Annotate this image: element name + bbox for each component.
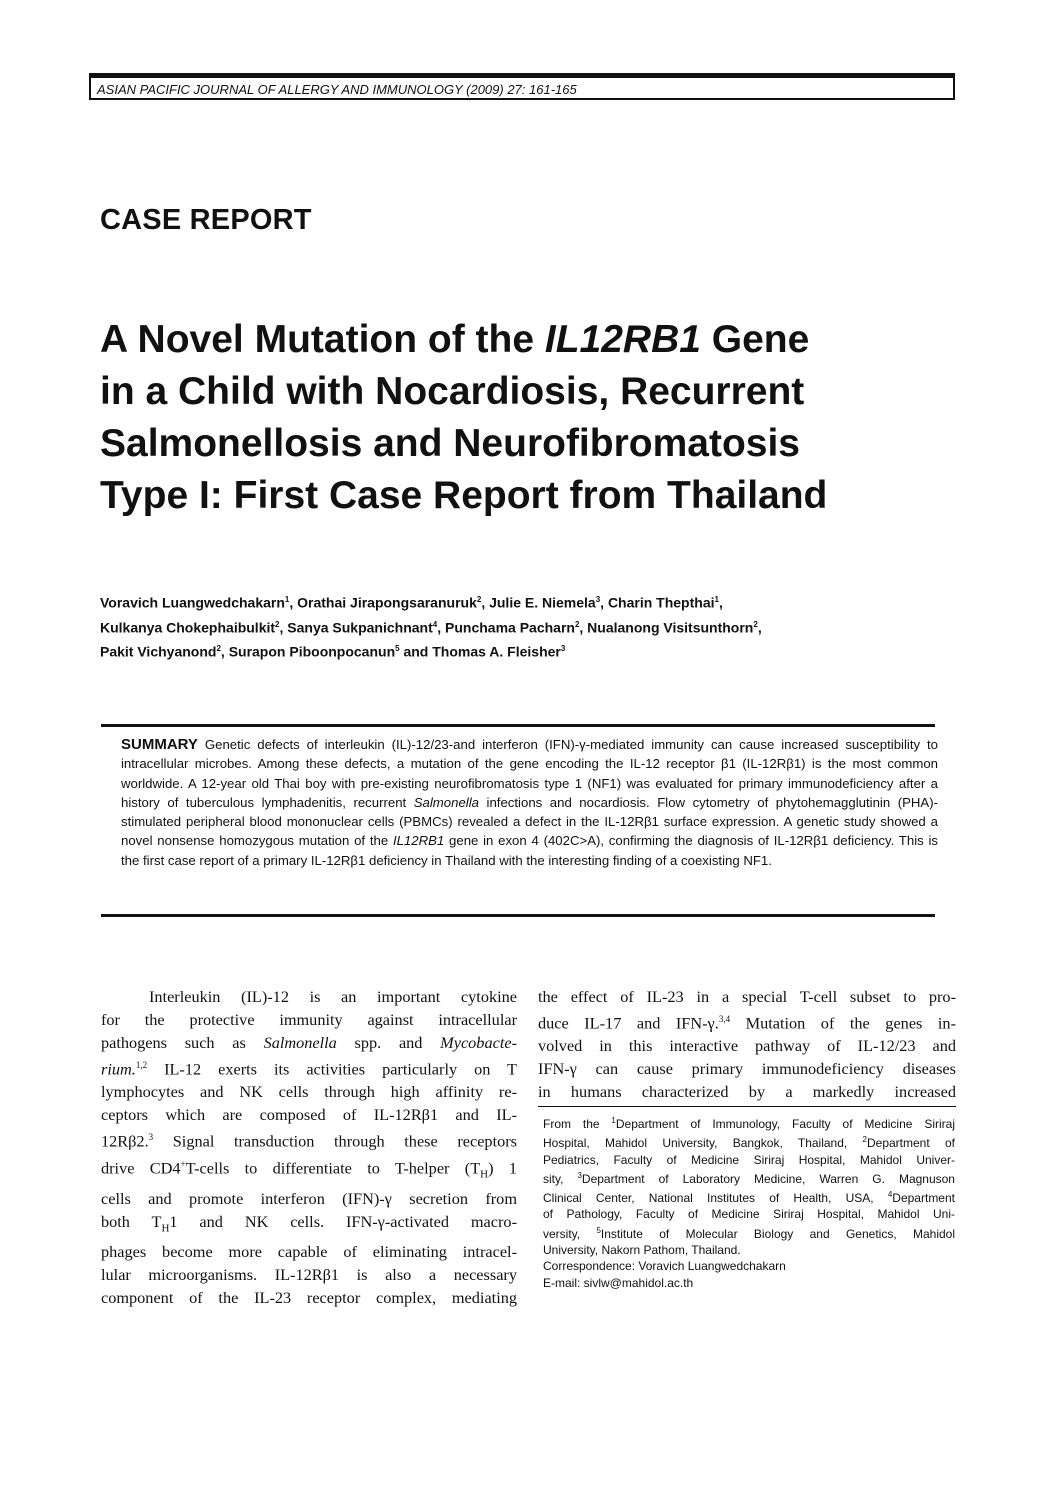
author-separator: ,: [279, 619, 288, 636]
footnote-rule: [538, 1106, 956, 1107]
author-separator: ,: [579, 619, 588, 636]
affiliation-marker: 5: [596, 1225, 601, 1235]
footnote-text: Department: [892, 1191, 955, 1206]
author-name: Thomas A. Fleisher: [432, 643, 561, 660]
body-line: lymphocytes and NK cells through high affinity re-: [101, 1082, 517, 1102]
body-line: volved in this interactive pathway of IL-12/23 and: [538, 1036, 956, 1056]
body-line: Interleukin (IL)-12 is an important cytokine: [149, 987, 517, 1006]
author-affiliation: 3: [595, 595, 601, 604]
body-text: drive CD4: [101, 1158, 181, 1178]
footnote-text: From the: [543, 1117, 612, 1131]
footnote-text: versity,: [543, 1226, 597, 1241]
body-line: [538, 1008, 956, 1034]
footnote-line: [543, 1132, 955, 1151]
subscript: H: [480, 1168, 489, 1181]
footnote-text: Department of Immunology, Faculty of Medicine Siriraj: [615, 1117, 955, 1131]
article-title: [100, 314, 960, 522]
author-affiliation: 2: [476, 595, 482, 604]
author-affiliation: 2: [753, 619, 758, 629]
author-affiliation: 2: [275, 619, 280, 629]
body-text: Signal transduction through these receptors: [153, 1131, 517, 1151]
author-name: Surapon Piboonpocanun: [228, 643, 396, 660]
author-line-2: [100, 614, 960, 639]
footnote-line: [543, 1168, 955, 1187]
author-affiliation: 2: [574, 619, 580, 629]
body-line: [101, 1153, 517, 1187]
body-text: both T: [101, 1211, 162, 1231]
summary-text: gene in exon 4 (402C>A), confirming the diagnosis of IL-12Rβ1 deficiency. This is the first case report of a primary IL-12Rβ1 deficiency in Thailand with the interesting finding of a coexisting NF1.: [121, 833, 938, 868]
author-name: Sanya Sukpanichnant: [287, 619, 433, 636]
subscript: H: [161, 1221, 170, 1234]
author-name: Punchama Pacharn: [445, 619, 575, 636]
body-text: ) 1: [488, 1158, 518, 1178]
body-italic: Mycobacte-: [440, 1033, 517, 1052]
correspondence-line: Correspondence: Voravich Luangwedchakarn: [543, 1259, 786, 1274]
body-column-left: [101, 985, 517, 1309]
author-separator: ,: [220, 643, 229, 660]
section-label: CASE REPORT: [100, 204, 312, 236]
journal-header: [89, 73, 955, 100]
author-name: Orathai Jirapongsaranuruk: [297, 594, 477, 611]
author-separator: ,: [757, 619, 762, 636]
body-line: component of the IL-23 receptor complex, mediating: [101, 1287, 517, 1307]
body-text: IL-12 exerts its activities particularly on T: [147, 1059, 517, 1079]
body-line: phages become more capable of eliminating intracel-: [101, 1241, 517, 1261]
summary-text: infections and nocardiosis. Flow cytometry of phytohemagglutinin (PHA)-stimulated peripheral blood mononuclear cells (PBMCs) revealed a defect in the IL-12Rβ1 surface expression. A genetic study showed a novel nonsense homozygous mutation of the: [121, 794, 938, 849]
body-line: in humans characterized by a markedly increased: [538, 1082, 956, 1102]
citation-ref: 3,4: [718, 1014, 731, 1024]
body-line: [101, 1031, 517, 1054]
footnote-text: Clinical Center, National Institutes of Health, USA,: [543, 1191, 888, 1206]
body-text: Mutation of the genes in-: [730, 1013, 956, 1033]
summary-italic-term: IL12RB1: [392, 833, 445, 849]
body-text: 12Rβ2.: [101, 1131, 149, 1151]
affiliation-marker: 2: [862, 1135, 867, 1145]
author-affiliation: 1: [714, 595, 719, 604]
footnote-line: [543, 1223, 955, 1242]
body-text: spp. and: [336, 1033, 441, 1052]
superscript: +: [180, 1158, 186, 1169]
author-name: Pakit Vichyanond: [100, 643, 217, 660]
author-separator: and: [399, 643, 433, 660]
summary-top-rule: [101, 724, 935, 727]
body-line: cells and promote interferon (IFN)-γ secretion from: [101, 1188, 517, 1208]
affiliation-footnote: [543, 1113, 955, 1291]
author-name: Julie E. Niemela: [489, 594, 596, 611]
affiliation-marker: 1: [611, 1116, 616, 1125]
author-separator: ,: [600, 594, 608, 611]
footnote-line: University, Nakorn Pathom, Thailand.: [543, 1243, 741, 1258]
citation-ref: 3: [148, 1132, 154, 1143]
body-line: ceptors which are composed of IL-12Rβ1 and IL-: [101, 1105, 517, 1125]
footnote-line: [543, 1187, 955, 1206]
body-line: [101, 1054, 517, 1080]
body-line: lular microorganisms. IL-12Rβ1 is also a necessary: [101, 1264, 517, 1284]
summary-bottom-rule: [101, 914, 935, 917]
footnote-text: Hospital, Mahidol University, Bangkok, Thailand,: [543, 1136, 863, 1151]
footnote-line: of Pathology, Faculty of Medicine Siriraj Hospital, Mahidol Uni-: [543, 1207, 955, 1222]
author-separator: ,: [718, 594, 723, 611]
title-line-4: Type I: First Case Report from Thailand: [100, 474, 828, 517]
author-affiliation: 2: [216, 644, 221, 654]
author-separator: ,: [481, 594, 490, 611]
body-line: for the protective immunity against intracellular: [101, 1010, 517, 1029]
citation-ref: 1,2: [135, 1060, 148, 1070]
title-line-1-post: Gene: [700, 318, 810, 361]
author-separator: ,: [289, 594, 298, 611]
summary-abstract: [121, 735, 938, 870]
body-line: IFN-γ can cause primary immunodeficiency diseases: [538, 1059, 956, 1079]
author-separator: ,: [437, 619, 445, 636]
title-line-1: [100, 314, 960, 366]
summary-label: SUMMARY: [121, 736, 198, 753]
summary-text: Genetic defects of interleukin (IL)-12/23-and interferon (IFN)-γ-mediated immunity can cause increased susceptibility to intracellular microbes. Among these defects, a mutation of the gene encoding the IL-12 receptor β1 (IL-12Rβ1) is the most common worldwide. A 12-year old Thai boy with pre-existing neurofibromatosis type 1 (NF1) was evaluated for primary immunodeficiency after a history of tuberculous lymphadenitis, recurrent: [121, 737, 938, 810]
author-affiliation: 5: [395, 644, 400, 654]
body-text: 1 and NK cells. IFN-γ-activated macro-: [169, 1211, 517, 1231]
body-italic: Salmonella: [263, 1033, 337, 1052]
body-line: the effect of IL-23 in a special T-cell subset to pro-: [538, 987, 956, 1006]
author-affiliation: 3: [560, 644, 566, 654]
footnote-text: sity,: [543, 1171, 578, 1186]
author-line-3: [100, 638, 960, 663]
title-line-1-pre: A Novel Mutation of the: [100, 318, 545, 361]
footnote-text: Department of Laboratory Medicine, Warren G. Magnuson: [581, 1171, 955, 1186]
author-name: Nualanong Visitsunthorn: [587, 619, 754, 636]
footnote-line: Pediatrics, Faculty of Medicine Siriraj Hospital, Mahidol Univer-: [543, 1152, 955, 1167]
body-line: [101, 1210, 517, 1240]
body-text: duce IL-17 and IFN-γ.: [538, 1013, 719, 1033]
footnote-line: [543, 1113, 955, 1132]
author-line-1: [100, 589, 960, 614]
affiliation-marker: 3: [577, 1170, 582, 1180]
author-affiliation: 1: [284, 595, 290, 604]
author-list: [100, 589, 960, 663]
author-affiliation: 4: [432, 619, 438, 629]
email-line: E-mail: sivlw@mahidol.ac.th: [543, 1275, 694, 1290]
footnote-text: Department of: [866, 1136, 955, 1151]
title-line-2: in a Child with Nocardiosis, Recurrent: [100, 370, 805, 413]
title-gene-name: IL12RB1: [544, 318, 701, 361]
body-column-right: [538, 985, 956, 1103]
title-line-3: Salmonellosis and Neurofibromatosis: [100, 422, 800, 465]
author-name: Charin Thepthai: [607, 594, 715, 611]
body-text: T-cells to differentiate to T-helper (T: [185, 1158, 481, 1178]
body-line: [101, 1126, 517, 1152]
affiliation-marker: 4: [887, 1190, 893, 1200]
body-text: pathogens such as: [101, 1033, 264, 1052]
summary-italic-term: Salmonella: [413, 794, 479, 810]
footnote-text: Institute of Molecular Biology and Genetics, Mahidol: [600, 1226, 955, 1241]
author-name: Kulkanya Chokephaibulkit: [100, 619, 276, 636]
journal-citation: ASIAN PACIFIC JOURNAL OF ALLERGY AND IMMUNOLOGY (2009) 27: 161-165: [97, 82, 577, 97]
body-italic: rium.: [101, 1059, 136, 1079]
author-name: Voravich Luangwedchakarn: [100, 594, 285, 611]
